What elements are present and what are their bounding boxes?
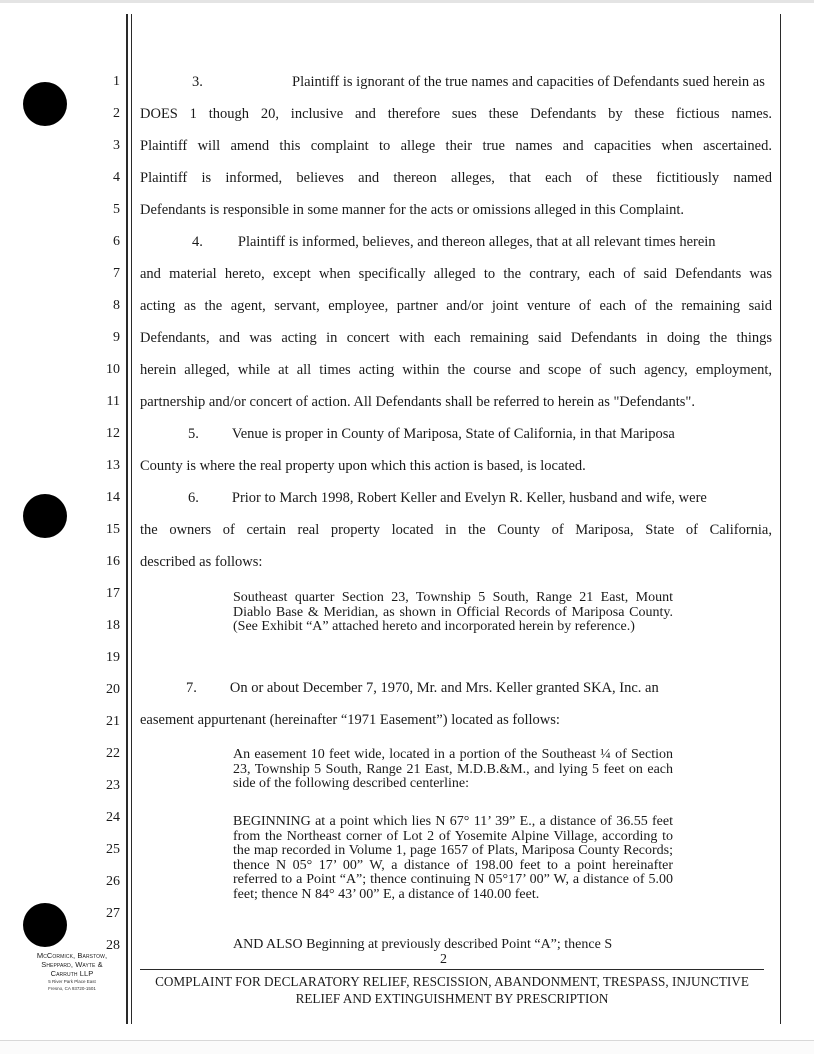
footer-title-line-1: COMPLAINT FOR DECLARATORY RELIEF, RESCISSION, ABANDONMENT, TRESPASS, INJUNCTIVE (155, 974, 749, 989)
line-number: 23 (106, 778, 120, 793)
paragraph-number: 5. (188, 426, 199, 442)
paragraph-number: 6. (188, 490, 199, 506)
line-number: 27 (106, 906, 120, 921)
line-number: 17 (106, 586, 120, 601)
firm-address: 5 River Park Place East (48, 979, 96, 984)
paragraph-number: 7. (186, 680, 197, 696)
line-number: 8 (113, 298, 120, 313)
line-number: 9 (113, 330, 120, 345)
right-margin-rule (780, 14, 781, 1024)
page-number: 2 (440, 952, 447, 967)
line-number: 18 (106, 618, 120, 633)
paragraph-5-line-2: County is where the real property upon which this action is based, is located. (140, 458, 586, 474)
paragraph-4-line-4: Defendants, and was acting in concert with each remaining said Defendants in doing the things (140, 330, 772, 346)
block-quote-easement: An easement 10 feet wide, located in a portion of the Southeast ¼ of Section 23, Township 5 South, Range 21 East, M.D.B.&M., and lying 5 feet on each side of the following described centerline: (233, 747, 673, 791)
line-number: 14 (106, 490, 120, 505)
paragraph-3-line-5: Defendants is responsible in some manner for the acts or omissions alleged in this Complaint. (140, 202, 685, 218)
block-quote-continuation: AND ALSO Beginning at previously described Point “A”; thence S (233, 937, 613, 952)
paragraph-3-line-4: Plaintiff is informed, believes and thereon alleges, that each of these fictitiously named (140, 170, 772, 186)
paragraph-4-line-5: herein alleged, while at all times acting within the course and scope of such agency, employment, (140, 362, 772, 378)
paragraph-text: Plaintiff is informed, believes, and thereon alleges, that at all relevant times herein (237, 234, 716, 250)
paragraph-3-line-2: DOES 1 though 20, inclusive and therefore sues these Defendants by these fictious names. (140, 106, 772, 122)
line-number: 11 (106, 394, 120, 409)
law-firm-block (22, 951, 122, 992)
line-number: 20 (106, 682, 120, 697)
left-margin-rule-inner (131, 14, 132, 1024)
paragraph-6-line-2: the owners of certain real property located in the County of Mariposa, State of California, (140, 522, 772, 538)
line-number: 25 (106, 842, 120, 857)
scan-bottom-edge (0, 1040, 814, 1054)
line-number: 2 (113, 106, 120, 121)
footer-title-line-2: RELIEF AND EXTINGUISHMENT BY PRESCRIPTION (295, 991, 609, 1006)
paragraph-4-line-6: partnership and/or concert of action. All Defendants shall be referred to herein as "Defendants". (140, 394, 695, 410)
block-quote-legal-description: BEGINNING at a point which lies N 67° 11’ 39” E., a distance of 36.55 feet from the Northeast corner of Lot 2 of Yosemite Alpine Village, according to the map recorded in Volume 1, page 1657 of Plats, Mariposa County Records; thence N 05° 17’ 00” W, a distance of 198.00 feet to a point hereinafter referred to a Point “A”; thence continuing N 05°17’ 00” W, a distance of 5.00 feet; thence N 84° 43’ 00” E, a distance of 140.00 feet. (233, 814, 673, 902)
paragraph-text: Plaintiff is ignorant of the true names and capacities of Defendants sued herein as (292, 74, 765, 90)
paragraph-3-line-3: Plaintiff will amend this complaint to allege their true names and capacities when ascertained. (140, 138, 772, 154)
paragraph-text: Prior to March 1998, Robert Keller and Evelyn R. Keller, husband and wife, were (231, 490, 707, 506)
footer-title (140, 973, 764, 1007)
paragraph-7-line-1 (140, 679, 772, 697)
line-number: 21 (106, 714, 120, 729)
firm-name-line: Carruth LLP (50, 969, 94, 978)
paragraph-6-line-3: described as follows: (140, 554, 263, 570)
line-number: 13 (106, 458, 120, 473)
paragraph-number: 3. (192, 74, 203, 90)
line-number: 12 (106, 426, 120, 441)
paragraph-4-line-2: and material hereto, except when specifically alleged to the contrary, each of said Defendants was (140, 266, 772, 282)
paragraph-5-line-1 (140, 425, 772, 443)
punch-hole-bottom (23, 903, 67, 947)
paragraph-number: 4. (192, 234, 203, 250)
scan-top-edge (0, 0, 814, 3)
paragraph-7-line-2: easement appurtenant (hereinafter “1971 Easement”) located as follows: (140, 712, 560, 728)
punch-hole-middle (23, 494, 67, 538)
line-number: 4 (113, 170, 120, 185)
line-number: 22 (106, 746, 120, 761)
line-number: 24 (106, 810, 120, 825)
paragraph-4-line-1 (140, 233, 772, 251)
firm-city: Fresno, CA 93720-1501 (48, 986, 96, 991)
paragraph-text: On or about December 7, 1970, Mr. and Mrs. Keller granted SKA, Inc. an (229, 680, 659, 696)
paragraph-text: Venue is proper in County of Mariposa, State of California, in that Mariposa (231, 426, 675, 442)
line-number: 7 (113, 266, 120, 281)
punch-hole-top (23, 82, 67, 126)
block-quote-property-description: Southeast quarter Section 23, Township 5 South, Range 21 East, Mount Diablo Base & Meridian, as shown in Official Records of Mariposa County. (See Exhibit “A” attached hereto and incorporated herein by reference.) (233, 590, 673, 634)
firm-name-line: McCormick, Barstow, (36, 951, 108, 960)
line-number: 10 (106, 362, 120, 377)
line-number: 16 (106, 554, 120, 569)
footer-rule (140, 969, 764, 970)
line-number: 15 (106, 522, 120, 537)
paragraph-4-line-3: acting as the agent, servant, employee, partner and/or joint venture of each of the remaining said (140, 298, 772, 314)
paragraph-3-line-1 (140, 73, 772, 91)
line-number: 6 (113, 234, 120, 249)
line-number: 5 (113, 202, 120, 217)
line-number: 28 (106, 938, 120, 953)
paragraph-6-line-1 (140, 489, 772, 507)
line-number: 26 (106, 874, 120, 889)
line-number: 1 (113, 74, 120, 89)
left-margin-rule (126, 14, 128, 1024)
line-number: 3 (113, 138, 120, 153)
line-number: 19 (106, 650, 120, 665)
firm-name-line: Sheppard, Wayte & (41, 960, 103, 969)
